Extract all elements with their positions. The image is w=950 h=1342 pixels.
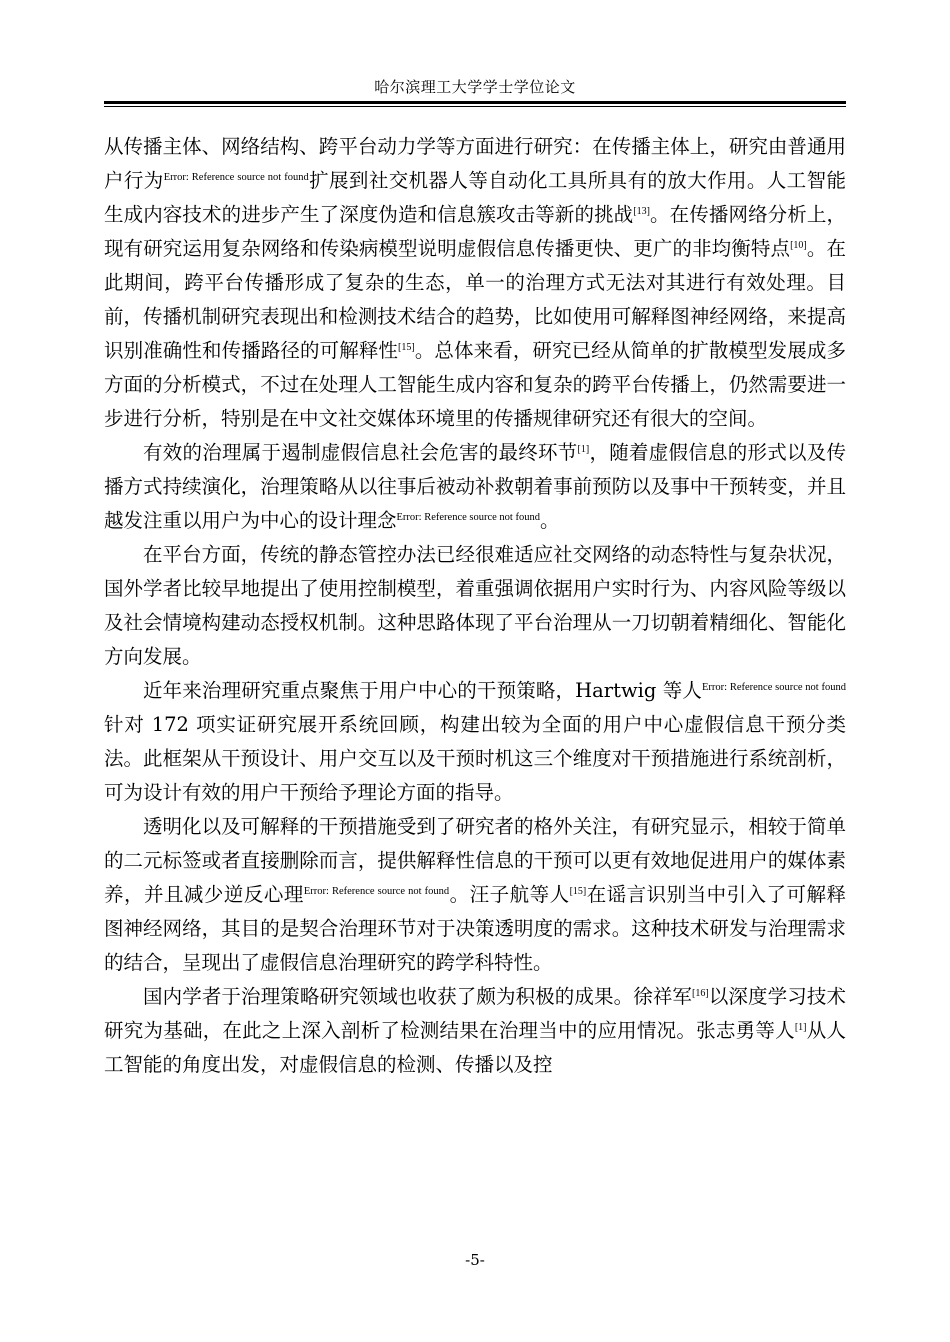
document-body [104, 130, 846, 1082]
paragraph-text: 以深度学习技术研究为基础，在此之上深入剖析了检测结果在治理当中的应用情况。张志勇等人 [104, 985, 846, 1042]
paragraph-text: 从人工智能的角度出发，对虚假信息的检测、传播以及控 [104, 1019, 846, 1076]
body-paragraph [104, 436, 846, 538]
paragraph-text: 近年来治理研究重点聚焦于用户中心的干预策略，Hartwig 等人 [143, 679, 702, 702]
paragraph-text: 。总体来看，研究已经从简单的扩散模型发展成多方面的分析模式，不过在处理人工智能生成内容和复杂的跨平台传播上，仍然需要进一步进行分析，特别是在中文社交媒体环境里的传播规律研究还有很大的空间。 [104, 339, 846, 430]
paragraph-text: 。汪子航等人 [449, 883, 570, 906]
paragraph-text: 。在此期间，跨平台传播形成了复杂的生态，单一的治理方式无法对其进行有效处理。目前，传播机制研究表现出和检测技术结合的趋势，比如使用可解释图神经网络，来提高识别准确性和传播路径的可解释性 [104, 237, 846, 362]
paragraph-text: 扩展到社交机器人等自动化工具所具有的放大作用。人工智能生成内容技术的进步产生了深度伪造和信息簇攻击等新的挑战 [104, 169, 846, 226]
citation-marker: [1] [794, 1022, 807, 1033]
reference-error-marker: Error: Reference source not found [701, 682, 846, 693]
paragraph-text: 在平台方面，传统的静态管控办法已经很难适应社交网络的动态特性与复杂状况，国外学者比较早地提出了使用控制模型，着重强调依据用户实时行为、内容风险等级以及社会情境构建动态授权机制。这种思路体现了平台治理从一刀切朝着精细化、智能化方向发展。 [104, 543, 846, 668]
body-paragraph [104, 674, 846, 810]
body-paragraph [104, 810, 846, 980]
citation-marker: [15] [569, 886, 587, 897]
paragraph-text: 。在传播网络分析上，现有研究运用复杂网络和传染病模型说明虚假信息传播更快、更广的非均衡特点 [104, 203, 846, 260]
body-paragraph [104, 130, 846, 436]
paragraph-text: 在谣言识别当中引入了可解释图神经网络，其目的是契合治理环节对于决策透明度的需求。这种技术研发与治理需求的结合，呈现出了虚假信息治理研究的跨学科特性。 [104, 883, 846, 974]
paragraph-text: 从传播主体、网络结构、跨平台动力学等方面进行研究：在传播主体上，研究由普通用户行为 [104, 135, 846, 192]
page-number: -5- [465, 1251, 485, 1269]
citation-marker: [1] [577, 444, 590, 455]
citation-marker: [16] [692, 988, 709, 999]
running-header: 哈尔滨理工大学学士学位论文 [374, 78, 576, 96]
citation-marker: [10] [790, 240, 807, 251]
body-paragraph [104, 980, 846, 1082]
paragraph-text: 国内学者于治理策略研究领域也收获了颇为积极的成果。徐祥军 [143, 985, 693, 1008]
paragraph-text: 有效的治理属于遏制虚假信息社会危害的最终环节 [143, 441, 578, 464]
paragraph-text: 透明化以及可解释的干预措施受到了研究者的格外关注，有研究显示，相较于简单的二元标签或者直接删除而言，提供解释性信息的干预可以更有效地促进用户的媒体素养，并且减少逆反心理 [104, 815, 846, 906]
header-rule-thin [104, 106, 846, 107]
reference-error-marker: Error: Reference source not found [396, 512, 540, 523]
reference-error-marker: Error: Reference source not found [163, 172, 309, 183]
paragraph-text: 。 [539, 509, 560, 532]
citation-marker: [15] [398, 342, 415, 353]
paragraph-text: ，随着虚假信息的形式以及传播方式持续演化，治理策略从以往事后被动补救朝着事前预防以及事中干预转变，并且越发注重以用户为中心的设计理念 [104, 441, 846, 532]
paragraph-text: 针对 172 项实证研究展开系统回顾，构建出较为全面的用户中心虚假信息干预分类法。此框架从干预设计、用户交互以及干预时机这三个维度对干预措施进行系统剖析，可为设计有效的用户干预给予理论方面的指导。 [104, 713, 846, 804]
body-paragraph [104, 538, 846, 674]
reference-error-marker: Error: Reference source not found [303, 886, 450, 897]
header-rule-thick [104, 101, 846, 104]
citation-marker: [13] [633, 206, 650, 217]
